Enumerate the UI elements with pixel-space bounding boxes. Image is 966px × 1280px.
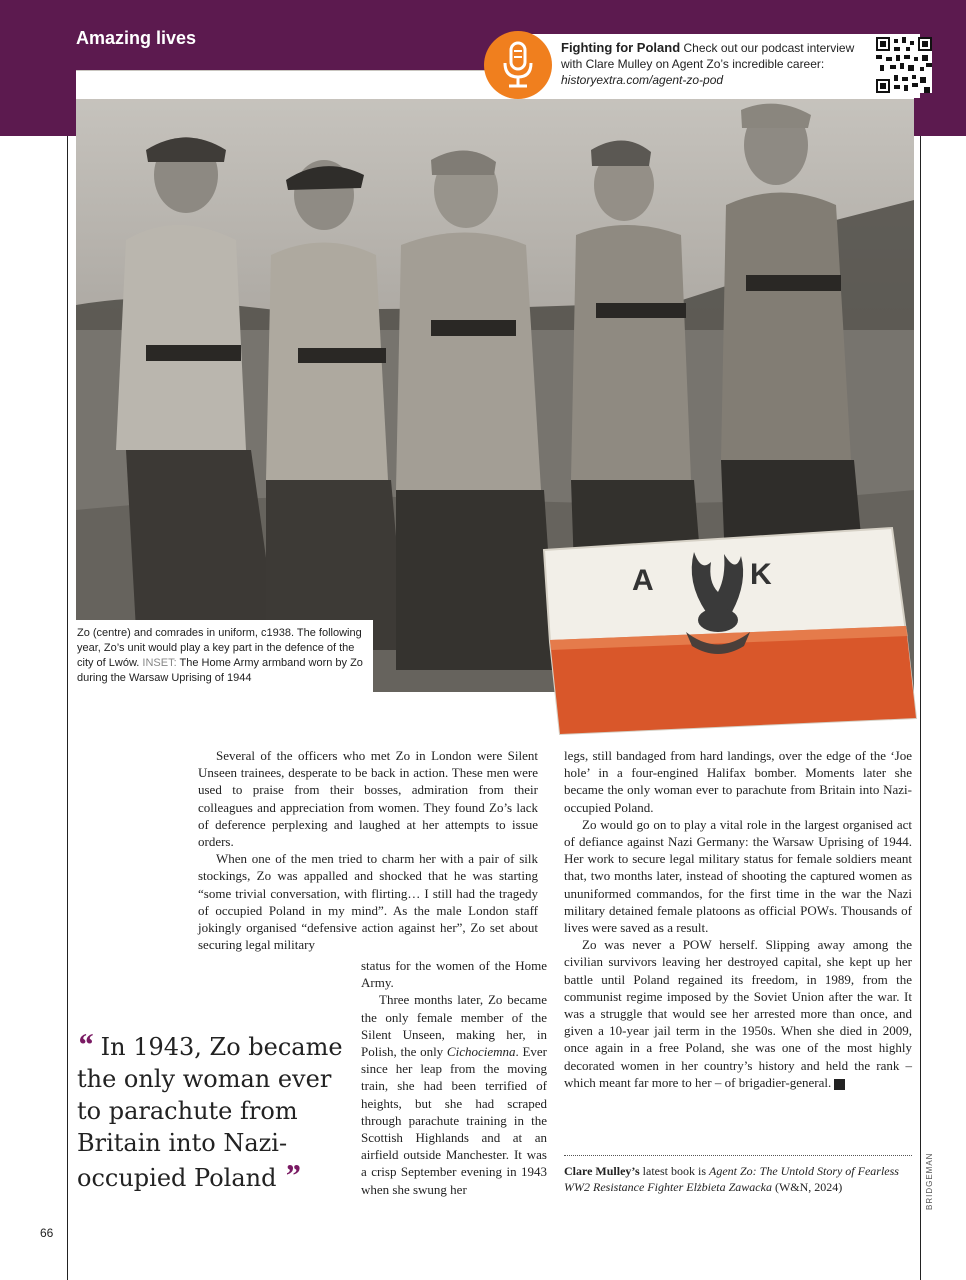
qr-code-icon[interactable]	[876, 37, 932, 93]
promo-title: Fighting for Poland	[561, 40, 681, 55]
pull-quote-text: In 1943, Zo became the only woman ever to parachute from Britain into Nazi-occupied Poland	[77, 1033, 343, 1192]
paragraph-text: . Ever since her leap from the moving train, she had been terrified of heights, but she had scraped through parachute training in the Scottish Highlands and at an airfield outside Manchester. It was a crisp September evening in 1943 when she swung her	[361, 1044, 548, 1197]
paragraph	[361, 991, 547, 1197]
bio-author: Clare Mulley’s	[564, 1164, 640, 1178]
header-band-tab	[912, 99, 966, 136]
armband-inset	[536, 522, 922, 742]
bio-publisher: (W&N, 2024)	[774, 1180, 843, 1194]
microphone-icon	[484, 31, 552, 99]
paragraph: Several of the officers who met Zo in London were Silent Unseen trainees, desperate to be back in action. These men were used to praise from their bosses, admiration from their colleagues and appreciation from women. They found Zo’s lack of deference perplexing and laughed at her attempts to issue orders.	[198, 748, 538, 850]
armband-letter-a: A	[632, 564, 654, 597]
caption-inset: The Home Army armband worn by Zo during the Warsaw Uprising of 1944	[77, 657, 363, 684]
pull-quote	[77, 1028, 347, 1194]
article-column-1	[198, 747, 538, 953]
page-rule-left	[67, 136, 68, 1280]
paragraph: status for the women of the Home Army.	[361, 958, 547, 991]
promo-url[interactable]: historyextra.com/agent-zo-pod	[561, 73, 724, 87]
bio-book-title: Agent Zo: The Untold Story of Fearless WW2 Resistance Fighter Elżbieta Zawacka	[564, 1164, 899, 1194]
author-bio	[564, 1163, 912, 1195]
promo-text	[561, 40, 871, 88]
polish-term: Cichociemna	[446, 1044, 516, 1060]
close-quote-mark: ”	[284, 1157, 301, 1193]
bio-divider	[564, 1155, 912, 1156]
paragraph-text: Three months later, Zo became the only female member of the Silent Unseen, making her, in Polish, the only	[361, 992, 547, 1060]
bio-lead: latest book is	[642, 1164, 706, 1178]
caption-inset-label: INSET:	[142, 657, 177, 669]
caption-main: Zo (centre) and comrades in uniform, c1938. The following year, Zo’s unit would play a key part in the defence of the city of Lwów.	[77, 627, 362, 669]
article-column-1-continued	[361, 957, 547, 1198]
article-column-2	[564, 747, 912, 1091]
armband-letter-k: K	[750, 558, 772, 591]
paragraph: When one of the men tried to charm her with a pair of silk stockings, Zo was appalled and shocked that he was starting “some trivial conversation, with flirting… I still had the tragedy of occupied Poland in my mind”. As the male London staff jokingly organised “defensive action against her”, Zo set about securing legal military	[198, 851, 538, 953]
promo-description: Check out our podcast interview with Clare Mulley on Agent Zo’s incredible career:	[561, 41, 855, 71]
photo-caption	[77, 626, 367, 686]
page-number: 66	[40, 1226, 54, 1240]
open-quote-mark: “	[77, 1026, 93, 1062]
photo-credit: BRIDGEMAN	[925, 1152, 934, 1210]
paragraph-text: Zo was never a POW herself. Slipping away among the civilian survivors leaving her destroyed capital, she kept up her battle until Poland regained its freedom, in 1989, from the communist regime imposed by the Soviet Union after the war. It was a struggle that would see her arrested more than once, and given a 10-year jail term in the 1950s. When she died in 2009, once again in a free Poland, she was one of the most highly decorated women in her country’s history and held the rank – which meant far more to her – of brigadier-general.	[564, 937, 912, 1090]
paragraph	[564, 936, 912, 1091]
page-rule-right	[920, 136, 921, 1280]
paragraph: Zo would go on to play a vital role in the largest organised act of defiance against Nazi Germany: the Warsaw Uprising of 1944. Her work to secure legal military status for female soldiers meant that, two months later, instead of shooting the captured women as ununiformed commandos, for the first time in the war the Nazi military detained female platoons as official POWs. Thousands of lives were saved as a result.	[564, 816, 912, 936]
end-mark-icon: H	[834, 1079, 845, 1090]
section-label: Amazing lives	[76, 28, 197, 48]
paragraph: legs, still bandaged from hard landings, over the edge of the ‘Joe hole’ in a four-engined Halifax bomber. Moments later she became the only woman ever to parachute from Britain into Nazi-occupied Poland.	[564, 748, 912, 815]
